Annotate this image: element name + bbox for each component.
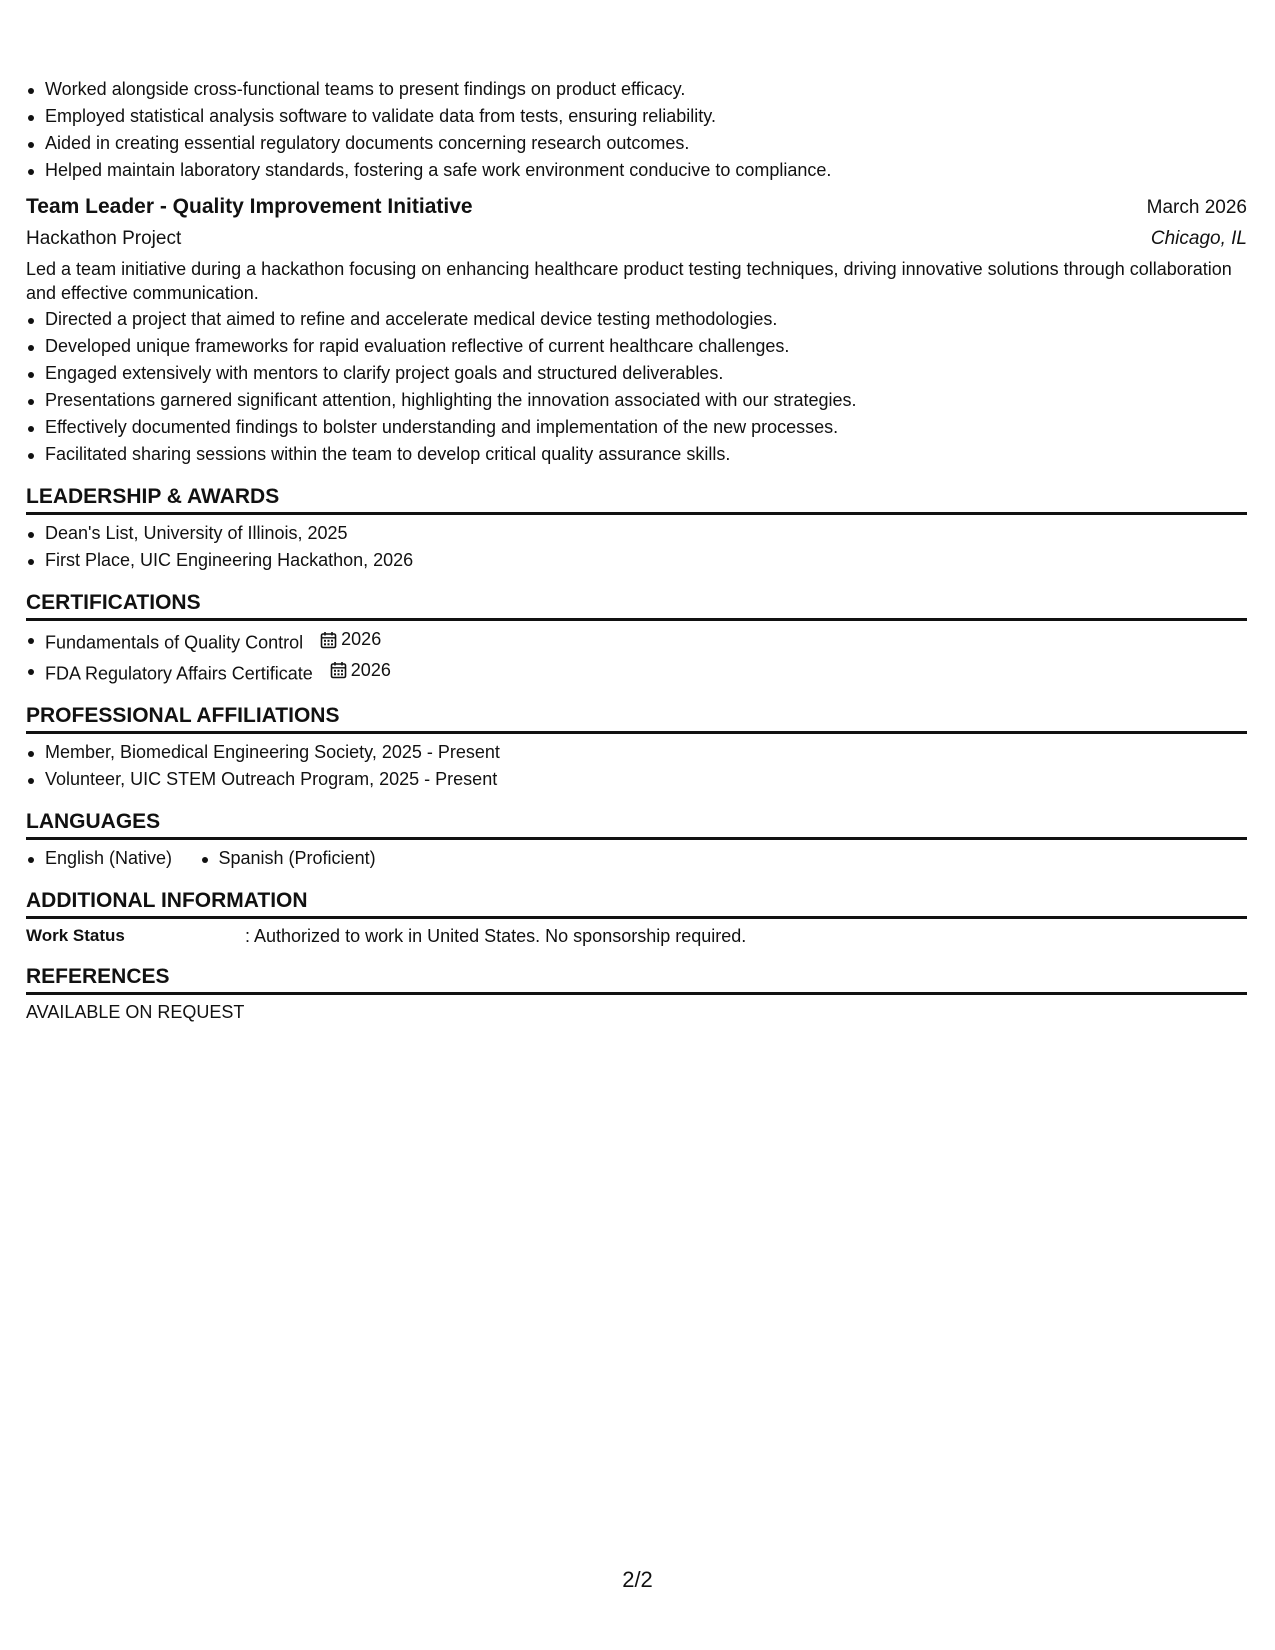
section-heading: PROFESSIONAL AFFILIATIONS xyxy=(26,703,1247,734)
calendar-icon xyxy=(320,631,337,649)
section-heading: REFERENCES xyxy=(26,964,1247,995)
project-title: Team Leader - Quality Improvement Initiative xyxy=(26,195,473,218)
certification-name: Fundamentals of Quality Control xyxy=(45,632,304,653)
list-item: Effectively documented findings to bolster understanding and implementation of the new processes. xyxy=(26,414,1247,441)
list-item: First Place, UIC Engineering Hackathon, 2026 xyxy=(26,547,1247,574)
section-heading: LANGUAGES xyxy=(26,809,1247,840)
references-section xyxy=(26,964,1247,1024)
project-bullets xyxy=(26,306,1247,468)
work-status-label: Work Status xyxy=(26,926,125,945)
list-item: Worked alongside cross-functional teams to present findings on product efficacy. xyxy=(26,76,1247,103)
list-item: Facilitated sharing sessions within the team to develop critical quality assurance skills. xyxy=(26,441,1247,468)
previous-role-bullets xyxy=(26,76,1247,184)
project-date: March 2026 xyxy=(1146,197,1247,218)
list-item: Volunteer, UIC STEM Outreach Program, 2025 - Present xyxy=(26,766,1247,793)
work-status-value: : Authorized to work in United States. No sponsorship required. xyxy=(245,926,747,946)
list-item: Helped maintain laboratory standards, fostering a safe work environment conducive to compliance. xyxy=(26,157,1247,184)
language-item: English (Native) xyxy=(26,845,172,872)
languages-section xyxy=(26,809,1247,872)
certifications-section xyxy=(26,590,1247,687)
project-location: Chicago, IL xyxy=(1150,228,1247,249)
work-status-row xyxy=(26,924,1247,948)
leadership-section xyxy=(26,484,1247,574)
additional-info-section xyxy=(26,888,1247,948)
list-item: Dean's List, University of Illinois, 2025 xyxy=(26,520,1247,547)
affiliations-section xyxy=(26,703,1247,793)
project-entry xyxy=(26,192,1247,468)
certification-item xyxy=(26,626,1247,657)
section-heading: CERTIFICATIONS xyxy=(26,590,1247,621)
resume-page xyxy=(26,76,1247,1024)
section-heading: LEADERSHIP & AWARDS xyxy=(26,484,1247,515)
page-number: 2/2 xyxy=(622,1567,653,1592)
list-item: Employed statistical analysis software to validate data from tests, ensuring reliability. xyxy=(26,103,1247,130)
calendar-icon xyxy=(330,661,347,679)
list-item: Presentations garnered significant attention, highlighting the innovation associated with our strategies. xyxy=(26,387,1247,414)
references-text: AVAILABLE ON REQUEST xyxy=(26,1002,245,1022)
list-item: Engaged extensively with mentors to clarify project goals and structured deliverables. xyxy=(26,360,1247,387)
list-item: Aided in creating essential regulatory documents concerning research outcomes. xyxy=(26,130,1247,157)
certification-item xyxy=(26,657,1247,688)
certification-name: FDA Regulatory Affairs Certificate xyxy=(45,663,313,683)
section-heading: ADDITIONAL INFORMATION xyxy=(26,888,1247,919)
list-item: Member, Biomedical Engineering Society, 2025 - Present xyxy=(26,739,1247,766)
certification-year: 2026 xyxy=(350,659,391,680)
list-item: Developed unique frameworks for rapid evaluation reflective of current healthcare challenges. xyxy=(26,333,1247,360)
project-organization: Hackathon Project xyxy=(26,228,182,249)
language-item: Spanish (Proficient) xyxy=(200,845,376,872)
certification-year: 2026 xyxy=(341,629,382,649)
list-item: Directed a project that aimed to refine and accelerate medical device testing methodologies. xyxy=(26,306,1247,333)
project-summary: Led a team initiative during a hackathon focusing on enhancing healthcare product testing techniques, driving innovative solutions through collaboration and effective communication. xyxy=(26,259,1232,303)
